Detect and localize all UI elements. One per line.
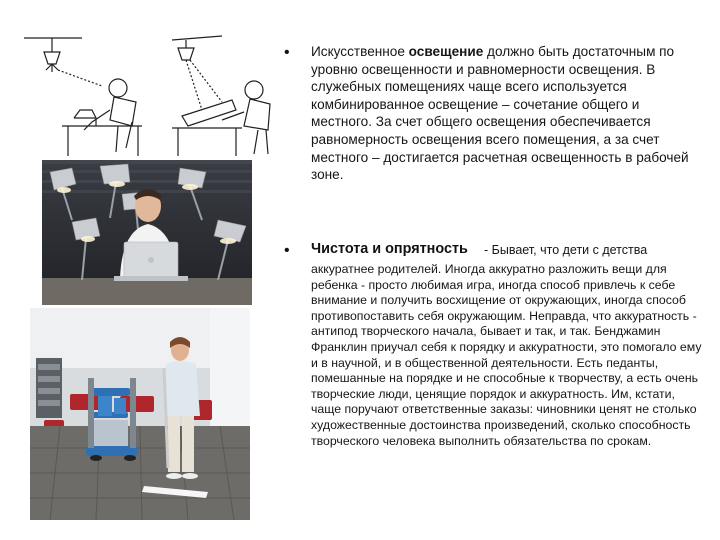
lighting-lead: Искусственное xyxy=(311,44,409,59)
cleanliness-lead: - Бывает, что дети с детства xyxy=(484,243,648,257)
bullet-marker: • xyxy=(284,44,290,61)
cleanliness-heading: Чистота и опрятность xyxy=(311,241,468,257)
lamp-arm xyxy=(24,38,82,52)
office-lamps-photo xyxy=(42,160,252,305)
lighting-paragraph xyxy=(311,43,703,184)
cleaning-photo xyxy=(30,308,250,520)
lighting-sketch-image xyxy=(22,30,272,158)
lighting-keyword: освещение xyxy=(408,44,484,59)
lamp-shade-right xyxy=(178,48,194,60)
lamp-2 xyxy=(100,164,130,184)
lighting-text: должно быть достаточным по уровню освещенности и равномерности освещения. В служебных помещениях чаще всего используется комбинированное освещение – сочетание общего и местного. За счет общего освещения обеспечивается равномерность освещения всего помещения, а за счет местного – достигается расчетная освещенность в рабочей зоне. xyxy=(311,44,689,183)
bullet-marker: • xyxy=(284,242,290,259)
lamp-shade-left xyxy=(44,52,60,64)
cleanliness-paragraph: аккуратнее родителей. Иногда аккуратно разложить вещи для ребенка - просто любимая игра, иногда способ привлечь к себе внимание и получить восхищение от окружающих, иногда способ противопоставить себя окружающим. Неправда, что аккуратность - антипод творческого начала, бывает и так, и так. Бенджамин Франклин приучал себя к порядку и аккуратности, это помогало ему и в научной, и в общественной деятельности. Есть педанты, помешанные на порядке и не способные к творчеству, а есть очень творческие люди, ценящие порядок и аккуратность. Им, кстати, чаще поручают ответственные заказы: чиновники ценят не столько художественные достоинства произведений, сколько способность творческого человека выполнить обязательства по срокам. xyxy=(311,262,702,448)
